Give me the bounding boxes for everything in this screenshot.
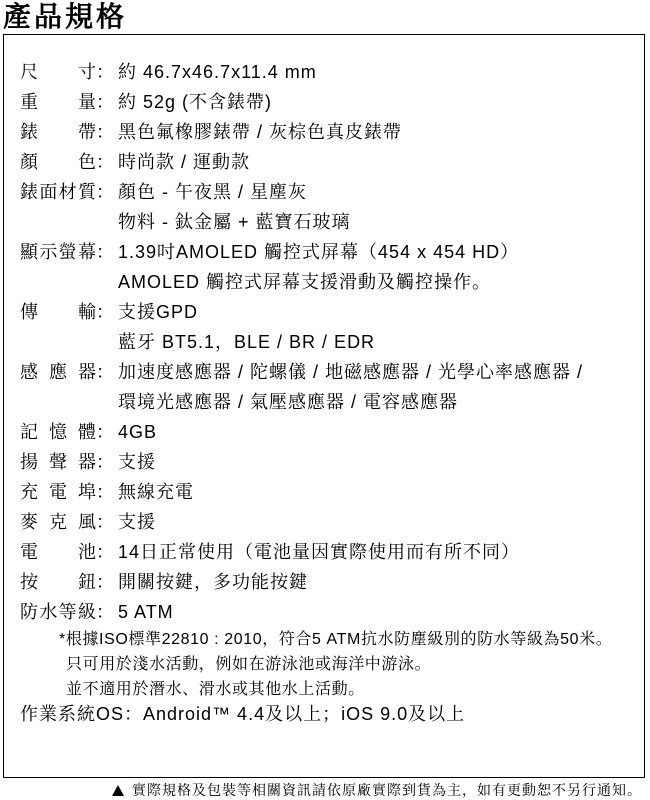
spec-row-weight (20, 87, 644, 117)
spec-label: 記憶體 (20, 422, 96, 442)
spec-value-line: 黑色氟橡膠錶帶 / 灰棕色真皮錶帶 (118, 122, 403, 142)
spec-row-water-resistance (20, 597, 644, 627)
spec-separator: ： (96, 362, 114, 382)
spec-separator: ： (96, 602, 114, 622)
note-line: 並不適用於潛水、滑水或其他水上活動。 (66, 681, 365, 698)
spec-label: 麥克風 (20, 512, 96, 532)
water-resistance-notes (20, 627, 644, 702)
spec-value-line: 開關按鍵，多功能按鍵 (118, 572, 308, 592)
spec-value-line: 4GB (118, 422, 158, 442)
spec-value-line: 支援GPD (118, 302, 199, 322)
spec-label: 錶帶 (20, 122, 96, 142)
spec-value: Android™ 4.4及以上；iOS 9.0及以上 (143, 704, 466, 724)
spec-label: 感應器 (20, 362, 96, 382)
spec-value (118, 117, 644, 147)
spec-separator: ： (96, 542, 114, 562)
spec-row-size (20, 57, 644, 87)
spec-label: 充電埠 (20, 482, 96, 502)
spec-value (118, 417, 644, 447)
spec-label: 顯示螢幕 (20, 242, 96, 262)
spec-label: 重量 (20, 92, 96, 112)
spec-row-speaker (20, 447, 644, 477)
spec-value (118, 87, 644, 117)
spec-value-line: 1.39吋AMOLED 觸控式屏幕（454 x 454 HD） (118, 242, 520, 262)
spec-row-color (20, 147, 644, 177)
spec-value (118, 507, 644, 537)
spec-value-line: 支援 (118, 512, 156, 532)
spec-separator: ： (96, 122, 114, 142)
spec-separator: ： (96, 452, 114, 472)
spec-row-buttons (20, 567, 644, 597)
triangle-up-icon (112, 785, 124, 796)
spec-value (118, 57, 644, 87)
spec-label: 按鈕 (20, 572, 96, 592)
spec-separator: ： (96, 302, 114, 322)
spec-separator: ： (96, 92, 114, 112)
spec-separator: ： (96, 482, 114, 502)
spec-table (3, 34, 645, 778)
spec-separator: ： (96, 242, 114, 262)
spec-row-microphone (20, 507, 644, 537)
spec-row-display (20, 237, 644, 297)
spec-value-line: 顏色 - 午夜黑 / 星塵灰 (118, 182, 307, 202)
spec-value (118, 357, 644, 417)
spec-row-battery (20, 537, 644, 567)
spec-separator: ： (124, 704, 144, 724)
spec-value (118, 297, 644, 357)
spec-value-line: 約 46.7x46.7x11.4 mm (118, 62, 317, 82)
spec-value-line: 約 52g (不含錶帶) (118, 92, 273, 112)
spec-value-line: 5 ATM (118, 602, 174, 622)
spec-row-connectivity (20, 297, 644, 357)
note-line: *根據ISO標準22810 : 2010，符合5 ATM抗水防塵級別的防水等級為50米。 (59, 631, 613, 648)
spec-separator: ： (96, 572, 114, 592)
spec-label: 錶面材質 (20, 182, 96, 202)
spec-value-line: 物料 - 鈦金屬 + 藍寶石玻璃 (118, 212, 351, 232)
spec-value-line: 14日正常使用（電池量因實際使用而有所不同） (118, 542, 521, 562)
spec-value (118, 597, 644, 627)
spec-separator: ： (96, 512, 114, 532)
spec-value (118, 477, 644, 507)
spec-separator: ： (96, 182, 114, 202)
spec-value (118, 177, 644, 237)
spec-separator: ： (96, 152, 114, 172)
spec-row-sensors (20, 357, 644, 417)
spec-value (118, 147, 644, 177)
spec-value (118, 537, 644, 567)
spec-value-line: AMOLED 觸控式屏幕支援滑動及觸控操作。 (118, 272, 492, 292)
spec-value (118, 567, 644, 597)
spec-value-line: 時尚款 / 運動款 (118, 152, 251, 172)
spec-row-face-material (20, 177, 644, 237)
spec-value (118, 447, 644, 477)
spec-value (118, 237, 644, 297)
spec-value-line: 加速度感應器 / 陀螺儀 / 地磁感應器 / 光學心率感應器 / (118, 362, 584, 382)
spec-label: 揚聲器 (20, 452, 96, 472)
disclaimer-text: 實際規格及包裝等相關資訊請依原廠實際到貨為主，如有更動恕不另行通知。 (132, 782, 642, 798)
spec-label: 傳輸 (20, 302, 96, 322)
spec-separator: ： (96, 422, 114, 442)
spec-label: 電池 (20, 542, 96, 562)
spec-row-os (20, 702, 644, 726)
note-line: 只可用於淺水活動，例如在游泳池或海洋中游泳。 (66, 656, 432, 673)
spec-row-strap (20, 117, 644, 147)
spec-label: 顏色 (20, 152, 96, 172)
page-title: 產品規格 (3, 1, 128, 32)
spec-value-line: 環境光感應器 / 氣壓感應器 / 電容感應器 (118, 392, 459, 412)
disclaimer (112, 781, 642, 799)
spec-label: 作業系統OS (20, 704, 125, 724)
spec-row-memory (20, 417, 644, 447)
spec-separator: ： (96, 62, 114, 82)
spec-row-charging-port (20, 477, 644, 507)
spec-value-line: 藍牙 BT5.1，BLE / BR / EDR (118, 332, 376, 352)
spec-value-line: 支援 (118, 452, 156, 472)
spec-value-line: 無線充電 (118, 482, 194, 502)
spec-label: 防水等級 (20, 602, 96, 622)
spec-label: 尺寸 (20, 62, 96, 82)
